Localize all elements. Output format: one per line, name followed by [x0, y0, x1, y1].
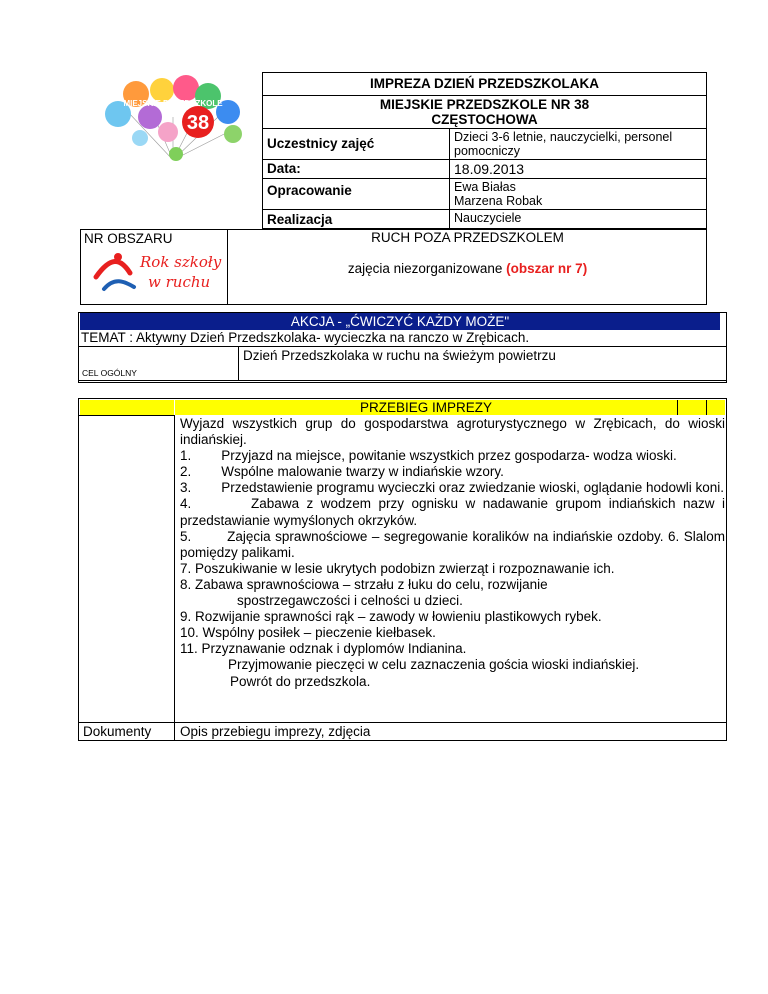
program-step-3: 3. Przedstawienie programu wycieczki oraz zwiedzanie wioski, oglądanie hodowli koni. — [180, 480, 725, 496]
program-bar-end — [707, 400, 725, 415]
program-left-column — [79, 415, 175, 740]
school-name — [262, 95, 707, 129]
participants-line1: Dzieci 3-6 letnie, nauczycielki, personel — [454, 130, 673, 144]
program-bar-left — [80, 400, 174, 415]
program-body — [180, 416, 725, 690]
implementation-label: Realizacja — [262, 209, 450, 229]
program-step-1: 1. Przyjazd na miejsce, powitanie wszystkich przez gospodarza- wodza wioski. — [180, 448, 677, 464]
author-1: Ewa Białas — [454, 180, 516, 194]
implementation-value: Nauczyciele — [449, 209, 707, 229]
program-intro: Wyjazd wszystkich grup do gospodarstwa agroturystycznego w Zrębicach, do wioski indiańskiej. — [180, 416, 725, 448]
rok-szkoly-logo — [90, 247, 224, 295]
documents-value: Opis przebiegu imprezy, zdjęcia — [180, 724, 371, 739]
participants-label: Uczestnicy zajęć — [262, 128, 450, 160]
goal-value: Dzień Przedszkolaka w ruchu na świeżym powietrzu — [243, 348, 556, 363]
balloon-logo-text: MIEJSKIE PRZEDSZKOLE — [123, 99, 223, 108]
prepared-by-label — [262, 178, 450, 210]
school-city: CZĘSTOCHOWA — [431, 112, 538, 127]
activity-type — [228, 261, 707, 276]
program-step-5: 5. Zajęcia sprawnościowe – segregowanie koralików na indiańskie ozdoby. 6. Slalom pomiędzy palikami. — [180, 528, 725, 560]
participants-value — [449, 128, 707, 160]
goal-label: CEL OGÓLNY — [82, 368, 137, 378]
area-title: RUCH POZA PRZEDSZKOLEM — [371, 230, 564, 245]
date-label: Data: — [262, 159, 450, 179]
date-value: 18.09.2013 — [449, 159, 707, 179]
program-step-9: 9. Rozwijanie sprawności rąk – zawody w łowieniu plastikowych rybek. — [180, 609, 602, 625]
program-step-11: 11. Przyznawanie odznak i dyplomów Indianina. — [180, 641, 467, 657]
program-bar-right — [677, 400, 707, 415]
event-title: IMPREZA DZIEŃ PRZEDSZKOLAKA — [262, 72, 707, 96]
prepared-by-label-text: Opracowanie — [267, 183, 352, 198]
school-name-line1: MIEJSKIE PRZEDSZKOLE NR 38 — [379, 97, 590, 112]
balloon-logo-number: 38 — [186, 112, 210, 134]
documents-label: Dokumenty — [83, 724, 152, 739]
action-title: AKCJA - „ĆWICZYĆ KAŻDY MOŻE" — [80, 313, 720, 330]
program-step-7: 7. Poszukiwanie w lesie ukrytych podobizn zwierząt i rozpoznawanie ich. — [180, 560, 615, 576]
area-number: (obszar nr 7) — [506, 261, 588, 276]
activity-type-text: zajęcia niezorganizowane — [347, 261, 507, 276]
program-step-2: 2. Wspólne malowanie twarzy w indiańskie wzory. — [180, 464, 504, 480]
documents-row — [79, 722, 727, 741]
rok-logo-line2: w ruchu — [148, 273, 211, 291]
author-2: Marzena Robak — [454, 194, 543, 208]
preschool-balloon-logo — [88, 72, 258, 164]
program-step-10: 10. Wspólny posiłek – pieczenie kiełbasek. — [180, 625, 436, 641]
empty-row — [79, 380, 727, 383]
program-step-8-cont: spostrzegawczości i celności u dzieci. — [237, 593, 463, 609]
program-step-11-stamp: Przyjmowanie pieczęci w celu zaznaczenia gościa wioski indiańskiej. — [228, 657, 640, 673]
topic: TEMAT : Aktywny Dzień Przedszkolaka- wycieczka na ranczo w Zrębicach. — [81, 330, 530, 345]
participants-line2: pomocniczy — [454, 144, 520, 158]
area-number-label: NR OBSZARU — [84, 231, 173, 246]
program-step-8: 8. Zabawa sprawnościowa – strzału z łuku do celu, rozwijanie — [180, 576, 548, 592]
prepared-by-value — [449, 178, 707, 210]
program-title: PRZEBIEG IMPREZY — [175, 400, 677, 415]
rok-logo-line1: Rok szkoły — [140, 253, 222, 271]
program-step-11-return: Powrót do przedszkola. — [230, 673, 371, 689]
program-step-4: 4. Zabawa z wodzem przy ognisku w nadawanie grupom indiańskich nazw i przedstawianie wymyślonych okrzyków. — [180, 496, 725, 528]
